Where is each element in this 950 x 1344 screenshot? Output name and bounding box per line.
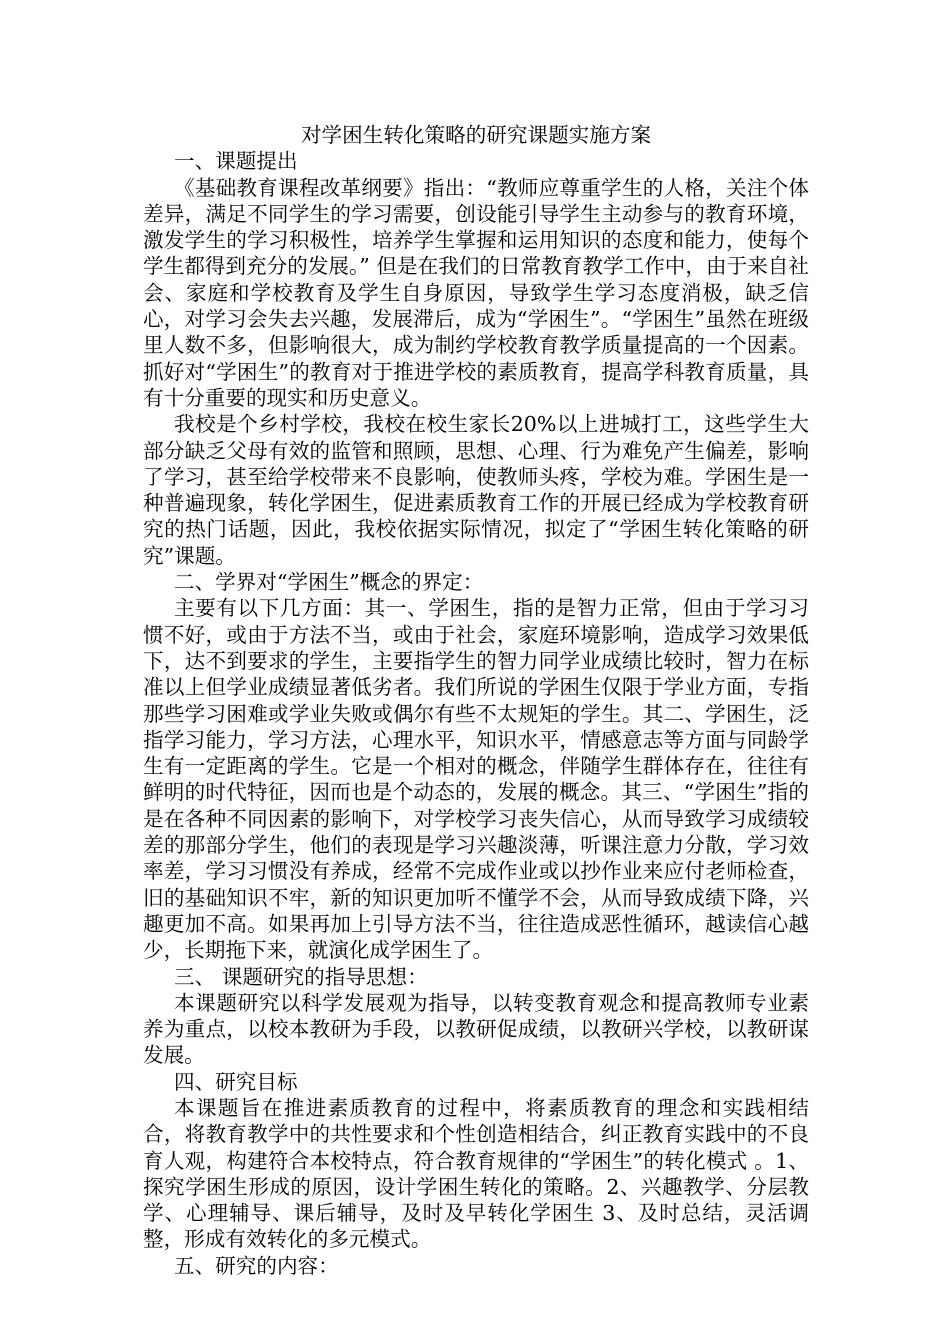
section-5-heading: 五、研究的内容： <box>174 1253 339 1278</box>
section-1-paragraph-2: 我校是个乡村学校，我校在校生家长20%以上进城打工，这些学生大部分缺乏父母有效的监管和照顾，思想、心理、行为难免产生偏差，影响了学习，甚至给学校带来不良影响，使教师头疼，学校为难。学困生是一种普遍现象，转化学困生，促进素质教育工作的开展已经成为学校教育研究的热门话题，因此，我校依据实际情况，拟定了“学困生转化策略的研究”课题。 <box>143 412 809 568</box>
document-page <box>143 122 809 1279</box>
section-4-paragraph-1: 本课题旨在推进素质教育的过程中，将素质教育的理念和实践相结合，将教育教学中的共性要求和个性创造相结合，纠正教育实践中的不良育人观，构建符合本校特点，符合教育规律的“学困生”的转化模式 。1、探究学困生形成的原因，设计学困生转化的策略。2、兴趣教学、分层教学、心理辅导、课后辅导，及时及早转化学困生 3、及时总结，灵活调整，形成有效转化的多元模式。 <box>143 1095 809 1252</box>
document-title: 对学困生转化策略的研究课题实施方案 <box>300 123 652 147</box>
section-1-heading: 一、课题提出 <box>174 149 298 174</box>
section-3-heading: 三、 课题研究的指导思想： <box>174 964 428 989</box>
section-2-paragraph-1: 主要有以下几方面：其一、学困生，指的是智力正常，但由于学习习惯不好，或由于方法不当，或由于社会，家庭环境影响，造成学习效果低下，达不到要求的学生，主要指学生的智力同学业成绩比较时，智力在标准以上但学业成绩显著低劣者。我们所说的学困生仅限于学业方面，专指那些学习困难或学业失败或偶尔有些不太规矩的学生。其二、学困生，泛指学习能力，学习方法，心理水平，知识水平，情感意志等方面与同龄学生有一定距离的学生。它是一个相对的概念，伴随学生群体存在，往往有鲜明的时代特征，因而也是个动态的，发展的概念。其三、“学困生”指的是在各种不同因素的影响下，对学校学习丧失信心，从而导致学习成绩较差的那部分学生，他们的表现是学习兴趣淡薄，听课注意力分散，学习效率差，学习习惯没有养成，经常不完成作业或以抄作业来应付老师检查，旧的基础知识不牢，新的知识更加听不懂学不会，从而导致成绩下降，兴趣更加不高。如果再加上引导方法不当，往往造成恶性循环，越读信心越少，长期拖下来，就演化成学困生了。 <box>143 596 809 963</box>
section-3-paragraph-1: 本课题研究以科学发展观为指导，以转变教育观念和提高教师专业素养为重点，以校本教研为手段，以教研促成绩，以教研兴学校，以教研谋发展。 <box>143 990 809 1068</box>
section-2-heading: 二、学界对“学困生”概念的界定： <box>174 570 484 595</box>
section-1-paragraph-1: 《基础教育课程改革纲要》指出：“教师应尊重学生的人格，关注个体差异，满足不同学生的学习需要，创设能引导学生主动参与的教育环境，激发学生的学习积极性，培养学生掌握和运用知识的态度和能力，使每个学生都得到充分的发展。” 但是在我们的日常教育教学工作中，由于来自社会、家庭和学校教育及学生自身原因，导致学生学习态度消极，缺乏信心，对学习会失去兴趣，发展滞后，成为“学困生”。“学困生”虽然在班级里人数不多，但影响很大，成为制约学校教育教学质量提高的一个因素。抓好对“学困生”的教育对于推进学校的素质教育，提高学科教育质量，具有十分重要的现实和历史意义。 <box>143 175 809 410</box>
section-4-heading: 四、研究目标 <box>174 1069 298 1094</box>
